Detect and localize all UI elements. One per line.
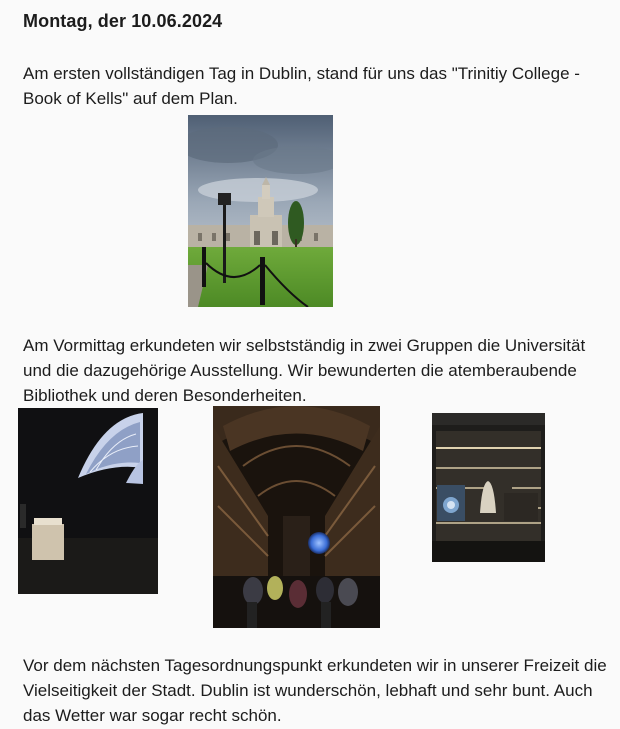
paragraph-intro: Am ersten vollständigen Tag in Dublin, stand für uns das "Trinitiy College - Book of Kells" auf dem Plan. (23, 64, 580, 108)
paragraph-university: Am Vormittag erkundeten wir selbstständig in zwei Gruppen die Universität und die dazugehörige Ausstellung. Wir bewunderten die atemberaubende Bibliothek und deren Besonderheiten. (23, 336, 586, 405)
exhibition-display-photo (432, 413, 545, 562)
long-room-library-photo (213, 406, 380, 628)
paragraph-city: Vor dem nächsten Tagesordnungspunkt erkundeten wir in unserer Freizeit die Vielseitigkeit der Stadt. Dublin ist wunderschön, lebhaft und sehr bunt. Auch das Wetter war sogar recht schön. (23, 656, 607, 725)
dome-exhibit-photo (18, 408, 158, 594)
trinity-college-photo (188, 115, 333, 307)
date-heading: Montag, der 10.06.2024 (23, 11, 223, 31)
